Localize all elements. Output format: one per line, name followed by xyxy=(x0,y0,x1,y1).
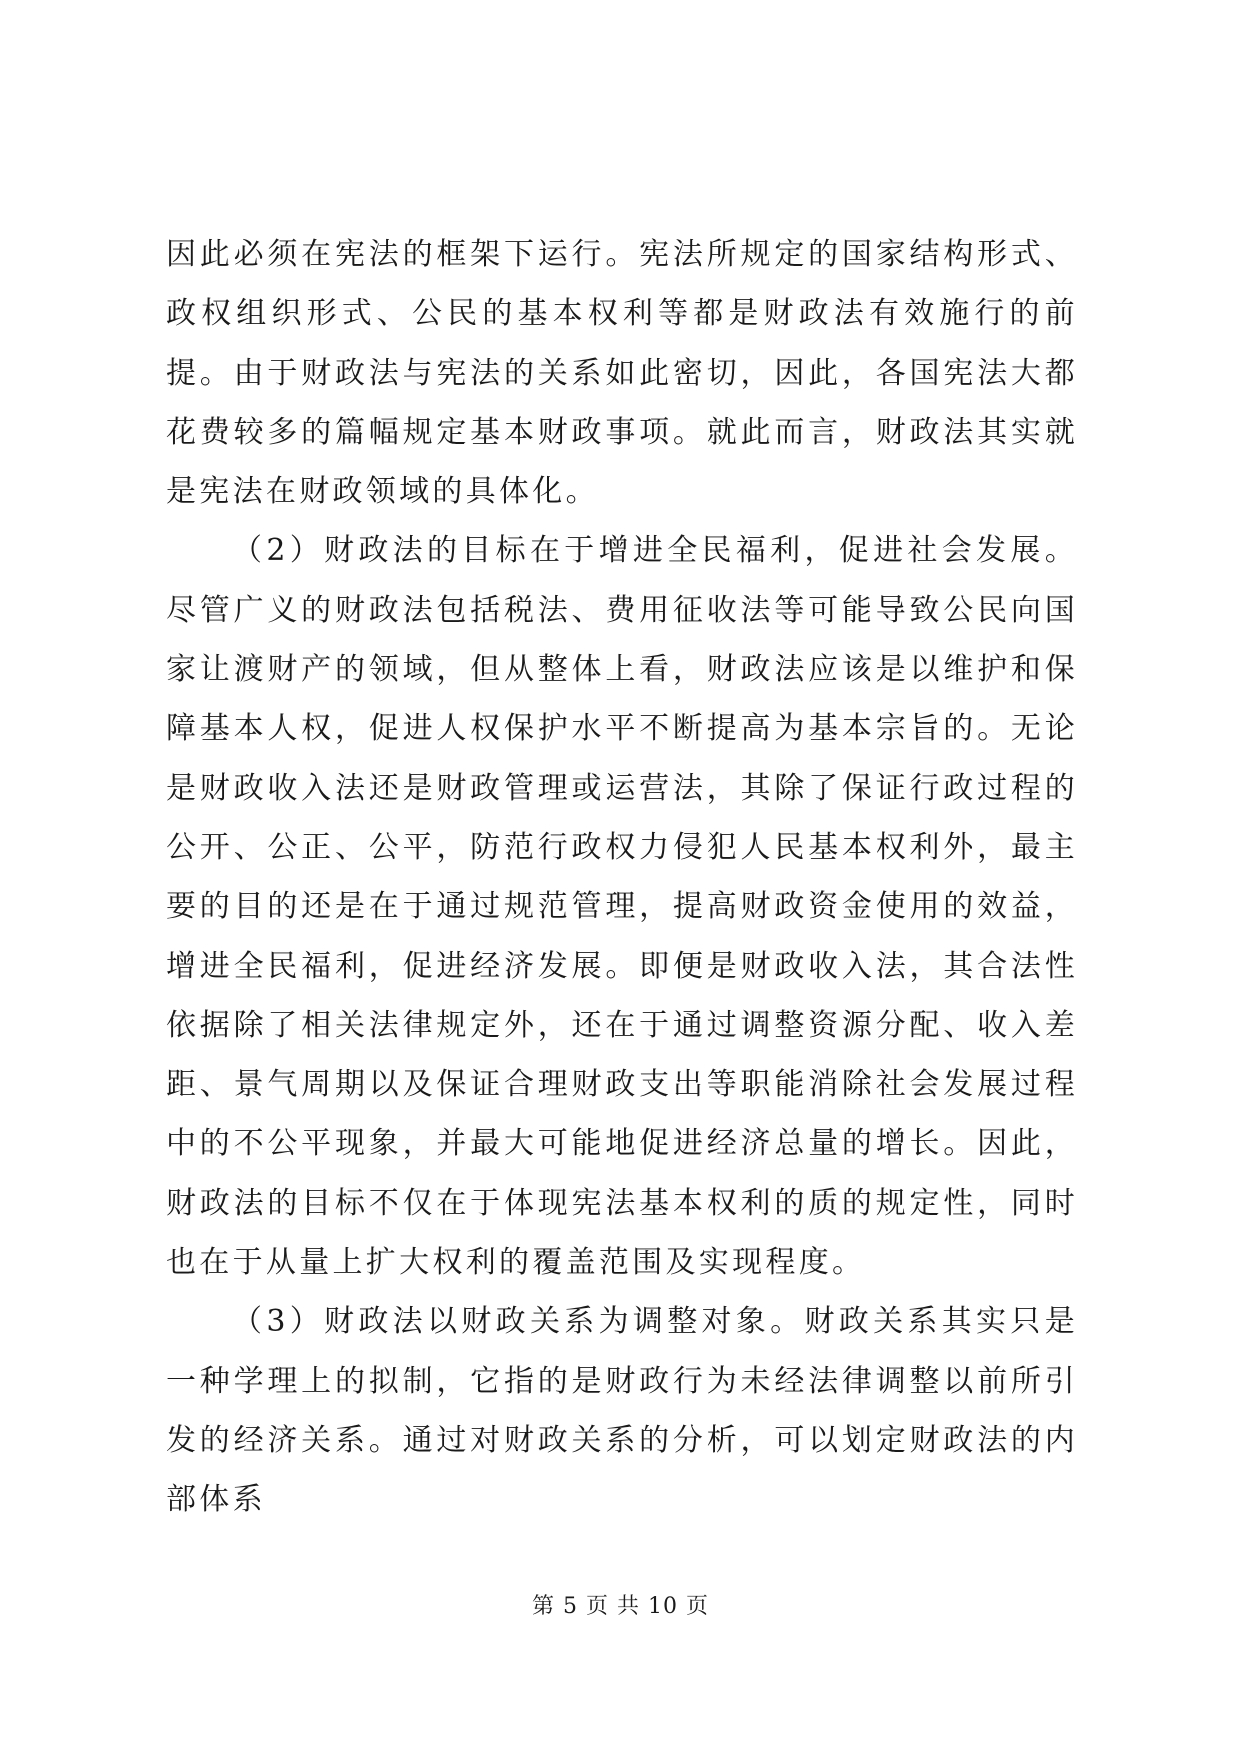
paragraph-continuation: 因此必须在宪法的框架下运行。宪法所规定的国家结构形式、政权组织形式、公民的基本权利等都是财政法有效施行的前提。由于财政法与宪法的关系如此密切，因此，各国宪法大都花费较多的篇幅规定基本财政事项。就此而言，财政法其实就是宪法在财政领域的具体化。 xyxy=(166,237,1078,510)
paragraph-item-3: （3）财政法以财政关系为调整对象。财政关系其实只是一种学理上的拟制，它指的是财政行为未经法律调整以前所引发的经济关系。通过对财政关系的分析，可以划定财政法的内部体系 xyxy=(166,1304,1078,1518)
document-body xyxy=(166,225,1078,1530)
paragraph-item-2: （2）财政法的目标在于增进全民福利，促进社会发展。尽管广义的财政法包括税法、费用征收法等可能导致公民向国家让渡财产的领域，但从整体上看，财政法应该是以维护和保障基本人权，促进人权保护水平不断提高为基本宗旨的。无论是财政收入法还是财政管理或运营法，其除了保证行政过程的公开、公正、公平，防范行政权力侵犯人民基本权利外，最主要的目的还是在于通过规范管理，提高财政资金使用的效益，增进全民福利，促进经济发展。即便是财政收入法，其合法性依据除了相关法律规定外，还在于通过调整资源分配、收入差距、景气周期以及保证合理财政支出等职能消除社会发展过程中的不公平现象，并最大可能地促进经济总量的增长。因此，财政法的目标不仅在于体现宪法基本权利的质的规定性，同时也在于从量上扩大权利的覆盖范围及实现程度。 xyxy=(166,533,1078,1281)
page-number-footer: 第 5 页 共 10 页 xyxy=(532,1594,709,1619)
